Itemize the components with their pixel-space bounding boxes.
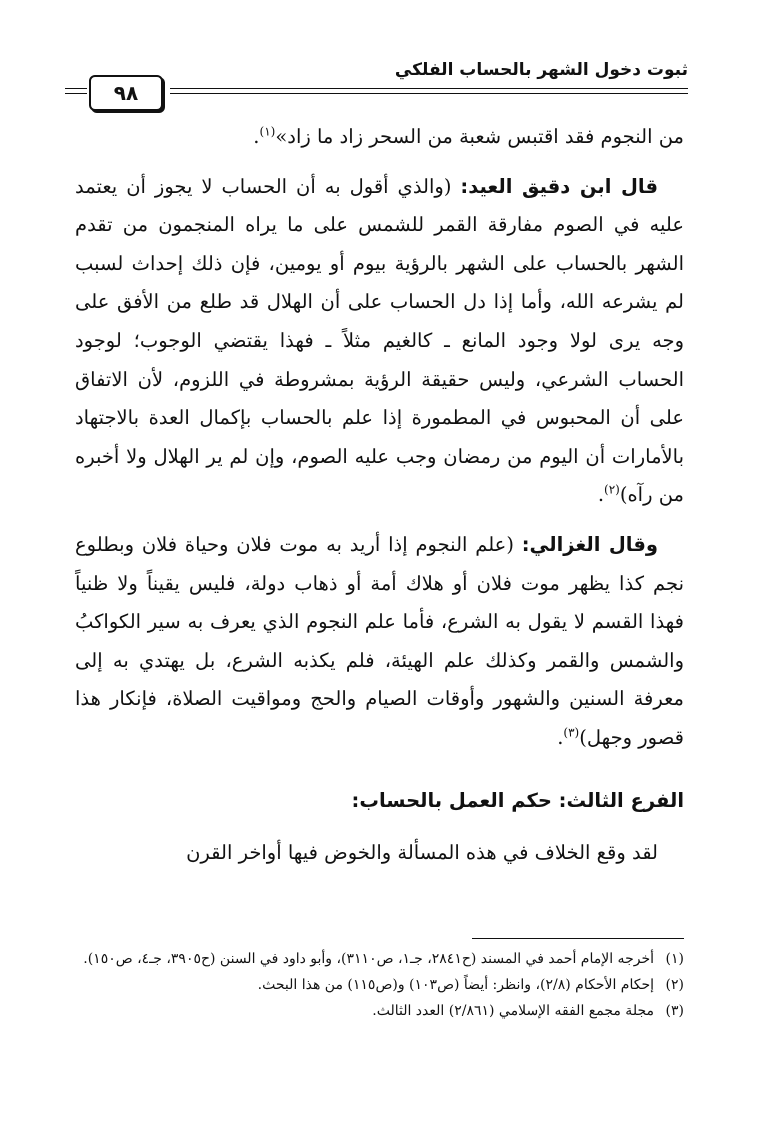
footnote-text: إحكام الأحكام (٢/٨)، وانظر: أيضاً (ص١٠٣) و(ص١١٥) من هذا البحث. xyxy=(257,977,654,993)
paragraph-ibn-daqiq: قال ابن دقيق العيد: (والذي أقول به أن الحساب لا يجوز أن يعتمد عليه في الصوم مفارقة القمر للشمس على ما يراه المنجمون من تقدم الشهر بالحساب على الشهر بالرؤية بيوم أو يومين، فإن ذلك إحداث لسبب لم يشرعه الله، وأما إذا دل الحساب على أن الهلال قد طلع من الأفق على وجه يرى لولا وجود المانع ـ كالغيم مثلاً ـ فهذا يقتضي الوجوب؛ لوجود الحساب الشرعي، وليس حقيقة الرؤية بمشروطة في اللزوم، لأن الاتفاق على أن المحبوس في المطمورة إذا علم بالحساب بإكمال العدة بالاجتهاد بالأمارات أن اليوم من رمضان وجب عليه الصوم، وإن لم ير الهلال ولا أخبره من رآه)$^{(٢)}$. xyxy=(75,174,684,507)
footnote-number: (١) xyxy=(665,951,684,967)
footnote xyxy=(75,946,684,972)
running-title: ثبوت دخول الشهر بالحساب الفلكي xyxy=(394,60,688,80)
header-rule xyxy=(170,88,688,94)
header-rule-end xyxy=(65,88,87,94)
quote-lead: قال ابن دقيق العيد: xyxy=(460,174,658,198)
paragraph-ghazali: وقال الغزالي: (علم النجوم إذا أريد به موت فلان وحياة فلان وبطلوع نجم كذا يظهر موت فلان أو هلاك أمة أو ذهاب دولة، فليس يقيناً ولا ظنياً فهذا القسم لا يقول به الشرع، فأما علم النجوم الذي يعرف به سير الكواكبُ والشمس والقمر وكذلك علم الهيئة، فلم يكذبه الشرع، بل يهتدي به إلى معرفة السنين والشهور وأوقات الصيام والحج ومواقيت الصلاة، فإنكار هذا قصور وجهل)$^{(٣)}$. xyxy=(75,532,684,749)
footnote-separator xyxy=(472,938,684,939)
paragraph-text: (والذي أقول به أن الحساب لا يجوز أن يعتمد عليه في الصوم مفارقة القمر للشمس على ما يراه المنجمون من تقدم الشهر بالحساب على الشهر بالرؤية بيوم أو يومين، فإن ذلك إحداث لسبب لم يشرعه الله، وأما إذا دل الحساب على أن الهلال قد طلع من الأفق على وجه يرى لولا وجود المانع ـ كالغيم مثلاً ـ فهذا يقتضي الوجوب؛ لوجود الحساب الشرعي، وليس حقيقة الرؤية بمشروطة في اللزوم، لأن الاتفاق على أن المحبوس في المطمورة إذا علم بالحساب بإكمال العدة بالاجتهاد بالأمارات أن اليوم من رمضان وجب عليه الصوم، وإن لم ير الهلال ولا أخبره من رآه) xyxy=(75,174,684,507)
paragraph-section-start xyxy=(75,834,684,873)
footnote-text: أخرجه الإمام أحمد في المسند (ح٢٨٤١، جـ١، ص٣١١٠)، وأبو داود في السنن (ح٣٩٠٥، جـ٤، ص١٥٠). xyxy=(83,951,654,967)
section-heading: الفرع الثالث: حكم العمل بالحساب: xyxy=(351,788,684,812)
page-number: ٩٨ xyxy=(113,81,139,105)
footnote xyxy=(75,998,684,1024)
footnote-ref-1: (١) xyxy=(259,124,276,139)
page-header xyxy=(65,58,688,110)
paragraph-continuation: من النجوم فقد اقتبس شعبة من السحر زاد ما زاد»$^{(١)}$. xyxy=(253,124,684,148)
main-text xyxy=(75,118,684,873)
quote-lead: وقال الغزالي: xyxy=(521,532,658,556)
paragraph-text: لقد وقع الخلاف في هذه المسألة والخوض فيها أواخر القرن xyxy=(186,841,658,865)
paragraph-text: (علم النجوم إذا أريد به موت فلان وحياة فلان وبطلوع نجم كذا يظهر موت فلان أو هلاك أمة أو ذهاب دولة، فليس يقيناً ولا ظنياً فهذا القسم لا يقول به الشرع، فأما علم النجوم الذي يعرف به سير الكواكبُ والشمس والقمر وكذلك علم الهيئة، فلم يكذبه الشرع، بل يهتدي به إلى معرفة السنين والشهور وأوقات الصيام والحج ومواقيت الصلاة، فإنكار هذا قصور وجهل) xyxy=(75,532,684,749)
paragraph-text: من النجوم فقد اقتبس شعبة من السحر زاد ما زاد» xyxy=(275,125,684,148)
footnote-number: (٣) xyxy=(665,1003,684,1019)
footnote-ref-2: (٢) xyxy=(604,482,620,497)
footnote-number: (٢) xyxy=(665,977,684,993)
page-number-badge xyxy=(89,75,163,111)
footnotes xyxy=(75,946,684,1024)
footnote-text: مجلة مجمع الفقه الإسلامي (٢/٨٦١) العدد الثالث. xyxy=(372,1003,654,1019)
footnote-ref-3: (٣) xyxy=(563,725,580,740)
footnote xyxy=(75,972,684,998)
